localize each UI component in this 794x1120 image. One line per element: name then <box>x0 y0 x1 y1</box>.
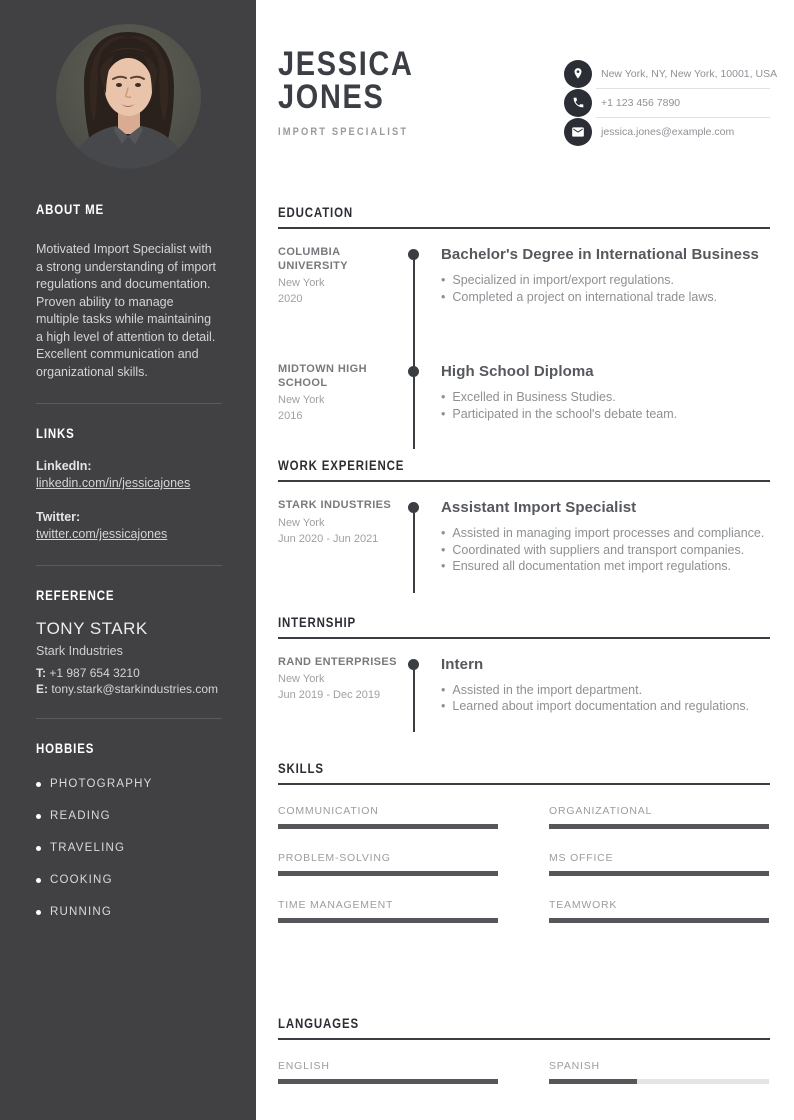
main-column <box>256 0 794 1120</box>
hobby-item <box>36 906 220 918</box>
entry-left <box>278 246 404 305</box>
company-location: New York <box>278 673 325 685</box>
phone-icon <box>564 89 592 117</box>
person-name <box>278 45 438 116</box>
school-dates: 2016 <box>278 410 303 422</box>
languages-grid <box>278 1060 770 1107</box>
hobbies-title: HOBBIES <box>36 741 95 756</box>
contact-phone <box>564 88 770 117</box>
entry-left <box>278 656 404 715</box>
skill-bar-track <box>549 918 769 923</box>
timeline-line <box>413 664 415 732</box>
hobby-label: READING <box>50 810 111 822</box>
hobby-label: TRAVELING <box>50 842 126 854</box>
skill-bar-track <box>278 824 498 829</box>
email-icon <box>564 118 592 146</box>
skills-heading: SKILLS <box>278 760 324 776</box>
phone-value: +1 987 654 3210 <box>49 666 140 680</box>
avatar <box>56 24 201 169</box>
sidebar <box>0 0 256 1120</box>
hobby-item <box>36 810 220 822</box>
skills-grid <box>278 805 770 946</box>
job-title: IMPORT SPECIALIST <box>278 126 409 138</box>
bullet-item: • Participated in the school's debate team. <box>441 406 678 421</box>
entry-content <box>432 656 770 715</box>
twitter-link[interactable]: twitter.com/jessicajones <box>36 527 168 541</box>
timeline <box>404 363 432 422</box>
bullet-dot-icon <box>36 910 41 915</box>
skill-bar-fill <box>549 871 769 876</box>
links-section <box>36 426 220 543</box>
skill-item <box>549 899 769 923</box>
skills-section <box>278 761 770 946</box>
bullet-dot-icon <box>36 878 41 883</box>
bullet-item: • Excelled in Business Studies. <box>441 390 616 404</box>
skill-item <box>278 852 498 876</box>
skill-bar-fill <box>549 918 769 923</box>
skill-label: ORGANIZATIONAL <box>549 804 653 817</box>
position-title: Assistant Import Specialist <box>441 499 637 516</box>
contact-list <box>564 59 778 146</box>
linkedin-link[interactable]: linkedin.com/in/jessicajones <box>36 476 191 490</box>
skill-bar-track <box>549 871 769 876</box>
twitter-label: Twitter: <box>36 510 81 524</box>
school-location: New York <box>278 394 325 406</box>
skill-item <box>278 805 498 829</box>
bullet-dot-icon: • <box>441 390 446 404</box>
reference-email <box>36 682 220 696</box>
section-rule <box>278 783 770 785</box>
bullet-dot-icon: • <box>441 682 446 697</box>
skill-bar-track <box>278 871 498 876</box>
school-dates: 2020 <box>278 293 303 305</box>
language-bar-track <box>549 1079 769 1084</box>
language-bar-track <box>278 1079 498 1084</box>
bullet-item: • Specialized in import/export regulations. <box>441 273 675 287</box>
skill-label: TIME MANAGEMENT <box>278 898 394 911</box>
bullet-dot-icon <box>36 814 41 819</box>
school-name: MIDTOWN HIGH SCHOOL <box>278 363 367 389</box>
education-section <box>278 205 770 422</box>
skill-bar-track <box>549 824 769 829</box>
email-prefix: E: <box>36 682 48 696</box>
phone-text: +1 123 456 7890 <box>601 96 681 109</box>
section-rule <box>278 1038 770 1040</box>
skill-bar-fill <box>278 918 498 923</box>
work-dates: Jun 2020 - Jun 2021 <box>278 532 379 545</box>
link-item-linkedin <box>36 459 220 492</box>
work-heading: WORK EXPERIENCE <box>278 458 405 473</box>
language-item <box>278 1060 498 1084</box>
education-heading: EDUCATION <box>278 205 354 220</box>
hobbies-section <box>36 741 220 918</box>
contact-location <box>564 59 778 88</box>
bullet-dot-icon <box>36 846 41 851</box>
internship-section <box>278 615 770 715</box>
degree-title: Bachelor's Degree in International Business <box>441 246 759 263</box>
school-name: COLUMBIA UNIVERSITY <box>278 246 349 272</box>
bullet-item: • Learned about import documentation and regulations. <box>441 699 750 713</box>
entry-left <box>278 363 404 422</box>
entry-content <box>432 363 770 422</box>
education-entry <box>278 246 770 305</box>
company-location: New York <box>278 516 325 529</box>
phone-prefix: T: <box>36 666 46 680</box>
first-name: JESSICA <box>278 45 414 83</box>
company-name: STARK INDUSTRIES <box>278 499 392 511</box>
bullet-dot-icon <box>36 782 41 787</box>
last-name: JONES <box>278 78 385 116</box>
bullet-list <box>441 525 770 574</box>
reference-section <box>36 588 220 696</box>
bullet-list <box>441 389 770 422</box>
linkedin-label: LinkedIn: <box>36 459 92 473</box>
skill-bar-track <box>278 918 498 923</box>
position-title: Intern <box>441 655 484 673</box>
reference-name: TONY STARK <box>36 619 148 638</box>
hobby-list <box>36 778 220 918</box>
timeline-line <box>413 371 415 449</box>
reference-phone <box>36 666 220 680</box>
section-rule <box>278 480 770 482</box>
location-pin-icon <box>564 60 592 88</box>
education-entry <box>278 363 770 422</box>
skill-label: TEAMWORK <box>549 898 618 911</box>
bullet-dot-icon: • <box>441 289 446 304</box>
timeline <box>404 246 432 305</box>
section-rule <box>278 637 770 639</box>
hobby-item <box>36 778 220 790</box>
bullet-item: • Ensured all documentation met import regulations. <box>441 559 732 573</box>
location-text: New York, NY, New York, 10001, USA <box>601 67 778 80</box>
entry-content <box>432 499 770 575</box>
reference-company: Stark Industries <box>36 644 123 658</box>
bullet-item: • Coordinated with suppliers and transport companies. <box>441 542 745 557</box>
skill-label: PROBLEM-SOLVING <box>278 851 391 864</box>
hobby-item <box>36 842 220 854</box>
about-title: ABOUT ME <box>36 202 104 217</box>
school-location: New York <box>278 277 325 289</box>
timeline <box>404 499 432 575</box>
reference-title: REFERENCE <box>36 588 115 603</box>
entry-content <box>432 246 770 305</box>
bullet-dot-icon: • <box>441 406 446 421</box>
header <box>278 45 778 146</box>
skill-item <box>549 805 769 829</box>
sidebar-divider <box>36 403 222 404</box>
languages-section <box>278 1016 770 1107</box>
internship-dates: Jun 2019 - Dec 2019 <box>278 689 381 701</box>
skill-item <box>278 899 498 923</box>
bullet-dot-icon: • <box>441 526 446 540</box>
link-item-twitter <box>36 510 220 543</box>
portrait-photo <box>56 24 201 169</box>
company-name: RAND ENTERPRISES <box>278 655 397 668</box>
work-experience-section <box>278 458 770 575</box>
language-bar-fill <box>278 1079 498 1084</box>
timeline <box>404 656 432 715</box>
bullet-dot-icon: • <box>441 699 446 713</box>
degree-title: High School Diploma <box>441 363 594 380</box>
email-value: tony.stark@starkindustries.com <box>51 682 219 696</box>
language-label: SPANISH <box>549 1059 600 1072</box>
email-text: jessica.jones@example.com <box>601 125 735 138</box>
skill-bar-fill <box>278 824 498 829</box>
hobby-label: PHOTOGRAPHY <box>50 778 153 790</box>
internship-entry <box>278 656 770 715</box>
contact-email <box>564 117 770 146</box>
bullet-dot-icon: • <box>441 559 446 573</box>
bullet-dot-icon: • <box>441 542 446 557</box>
timeline-line <box>413 507 415 593</box>
skill-item <box>549 852 769 876</box>
languages-heading: LANGUAGES <box>278 1015 359 1031</box>
bullet-list <box>441 682 770 715</box>
about-text: Motivated Import Specialist with a strong understanding of import regulations and documentation. Proven ability to manage multiple tasks while maintaining a high level of attention to detail. Excellent communication and organizational skills. <box>36 242 216 379</box>
hobby-label: RUNNING <box>50 906 113 918</box>
internship-heading: INTERNSHIP <box>278 614 357 630</box>
bullet-item: • Completed a project on international trade laws. <box>441 289 718 304</box>
hobby-label: COOKING <box>50 874 113 886</box>
skill-bar-fill <box>549 824 769 829</box>
skill-label: COMMUNICATION <box>278 804 379 817</box>
section-rule <box>278 227 770 229</box>
entry-left <box>278 499 404 575</box>
language-bar-fill <box>549 1079 637 1084</box>
sidebar-divider <box>36 565 222 566</box>
links-title: LINKS <box>36 426 75 441</box>
work-entry <box>278 499 770 575</box>
hobby-item <box>36 874 220 886</box>
bullet-item: • Assisted in managing import processes and compliance. <box>441 526 765 540</box>
language-item <box>549 1060 769 1084</box>
skill-label: MS OFFICE <box>549 851 614 864</box>
skill-bar-fill <box>278 871 498 876</box>
bullet-dot-icon: • <box>441 273 446 287</box>
about-section <box>36 202 220 381</box>
language-label: ENGLISH <box>278 1059 330 1072</box>
bullet-item: • Assisted in the import department. <box>441 682 643 697</box>
bullet-list <box>441 272 770 305</box>
name-block <box>278 45 438 146</box>
sidebar-divider <box>36 718 222 719</box>
